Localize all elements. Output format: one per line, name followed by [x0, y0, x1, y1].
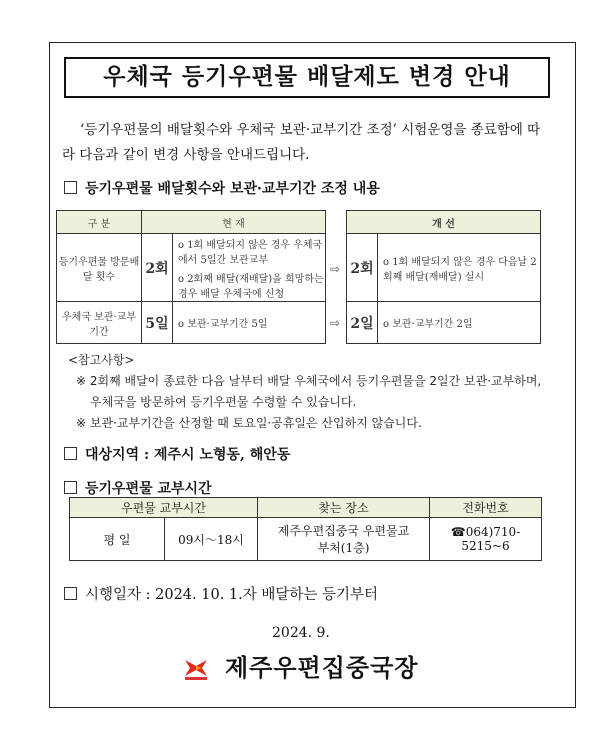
header-place: 찾는 장소 [258, 498, 430, 518]
day-cell: 평 일 [70, 518, 165, 561]
desc-line: o 1회 배달되지 않은 경우 우체국에서 5일간 보관교부 [178, 239, 323, 266]
row-category: 우체국 보관·교부 기간 [57, 302, 142, 344]
arrow-icon: ⇨ [330, 316, 341, 330]
improved-table [346, 210, 541, 344]
current-desc: o 보관·교부기간 5일 [173, 302, 326, 344]
phone-cell: ☎064)710-5215~6 [430, 518, 542, 561]
issue-date: 2024. 9. [272, 625, 330, 641]
intro-text: ‘등기우편물의 배달횟수와 우체국 보관·교부기간 조정’ 시험운영을 종료함에 따라 다음과 같이 변경 사항을 안내드립니다. [62, 122, 541, 163]
current-value: 5일 [142, 302, 173, 344]
checkbox-icon [64, 447, 77, 460]
new-value: 2회 [347, 234, 378, 302]
section-title: 시행일자 : 2024. 10. 1.자 배달하는 등기부터 [85, 587, 379, 603]
current-desc [173, 234, 326, 302]
section-effective-date [64, 583, 378, 604]
header-phone: 전화번호 [430, 498, 542, 518]
checkbox-icon [64, 181, 77, 194]
issuer-name: 제주우편집중국장 [225, 654, 419, 682]
note-item: ※ 2회째 배달이 종료한 다음 날부터 배달 우체국에서 등기우편물을 2일간 보관·교부하며, 우체국을 방문하여 등기우편물 수령할 수 있습니다. [76, 374, 542, 409]
header-current: 현 재 [142, 211, 326, 234]
notes [68, 350, 550, 434]
header-improved: 개 선 [347, 211, 541, 234]
hours-cell: 09시～18시 [165, 518, 258, 561]
new-desc: o 보관·교부기간 2일 [378, 302, 541, 344]
section-hours [64, 478, 212, 498]
section-title: 등기우편물 교부시간 [85, 481, 212, 497]
checkbox-icon [64, 481, 77, 494]
checkbox-icon [64, 587, 77, 600]
section-region [64, 444, 290, 464]
place-cell: 제주우편집중국 우편물교부처(1층) [258, 518, 430, 561]
current-value: 2회 [142, 234, 173, 302]
header-hours: 우편물 교부시간 [70, 498, 258, 518]
section-adjustment [64, 178, 380, 198]
korea-post-logo [182, 657, 210, 681]
header-category: 구 분 [57, 211, 142, 234]
desc-line: o 2회째 배달(재배달)을 희망하는 경우 배달 우체국에 신청 [178, 273, 324, 300]
row-category: 등기우편물 방문배달 횟수 [57, 234, 142, 302]
page-title: 우체국 등기우편물 배달제도 변경 안내 [64, 57, 550, 98]
section-title: 등기우편물 배달횟수와 보관·교부기간 조정 내용 [85, 181, 380, 197]
notes-heading: <참고사항> [68, 353, 135, 367]
new-value: 2일 [347, 302, 378, 344]
section-title: 대상지역 : 제주시 노형동, 해안동 [85, 447, 291, 463]
note-item: ※ 보관·교부기간을 산정할 때 토요일·공휴일은 산입하지 않습니다. [76, 416, 422, 430]
new-desc: o 1회 배달되지 않은 경우 다음날 2회째 배달(재배달) 실시 [378, 234, 541, 302]
current-table [56, 210, 326, 344]
arrow-icon: ⇨ [330, 262, 341, 276]
hours-table [69, 497, 542, 561]
